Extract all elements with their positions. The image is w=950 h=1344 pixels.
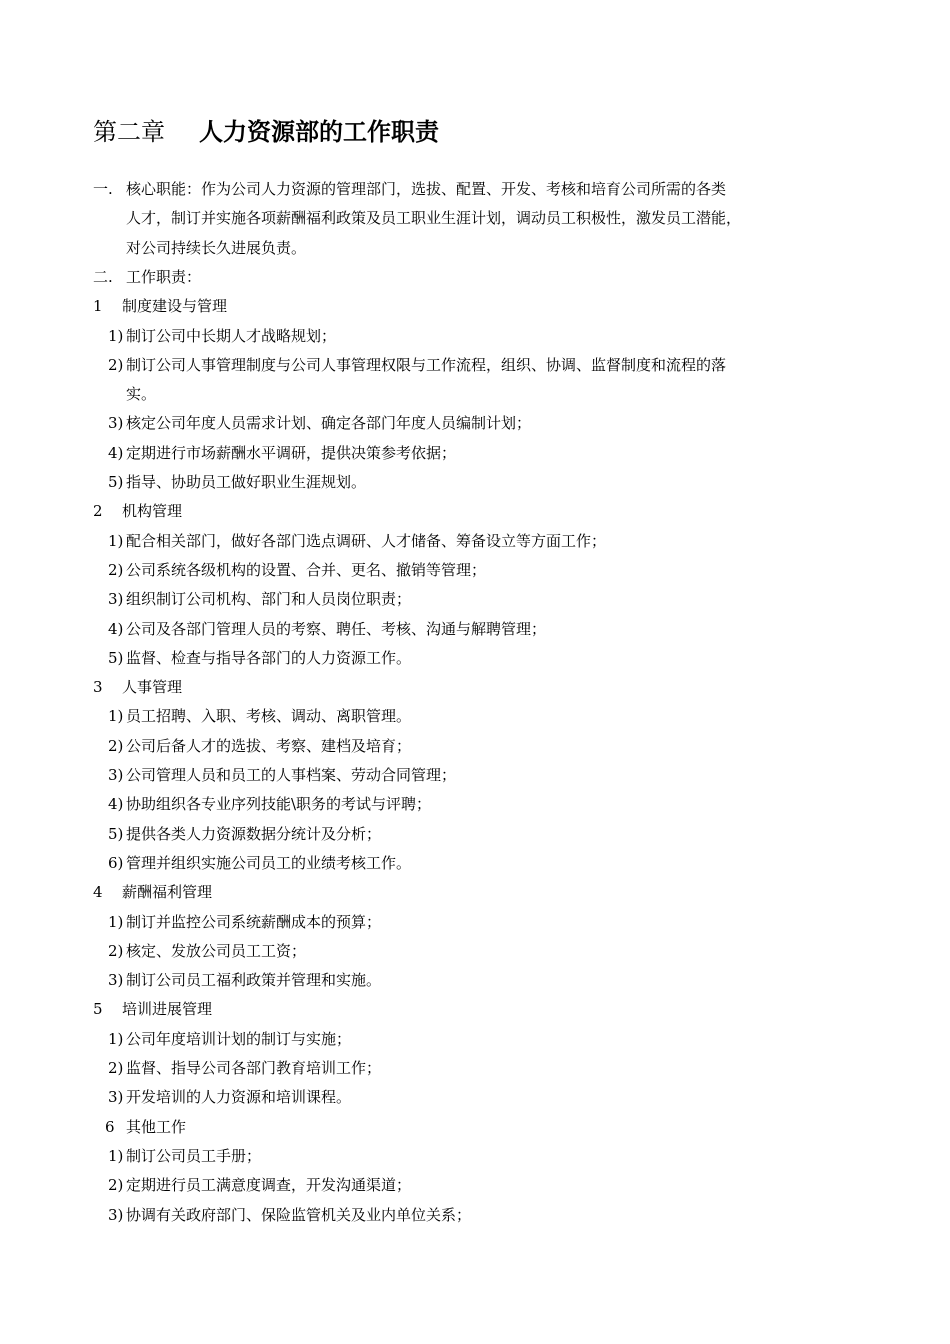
item-text: 协调有关政府部门、保险监管机关及业内单位关系； xyxy=(126,1205,472,1224)
list-item xyxy=(108,1028,351,1050)
list-item xyxy=(108,618,546,640)
section-title: 人事管理 xyxy=(122,678,183,697)
item-text: 实。 xyxy=(126,385,157,404)
item-text: 定期进行市场薪酬水平调研，提供决策参考依据； xyxy=(126,443,457,462)
item-number: 2) xyxy=(108,1176,124,1195)
list-marker: 二. xyxy=(93,267,113,286)
list-item xyxy=(108,559,486,581)
section-title: 其他工作 xyxy=(126,1117,187,1136)
item-text: 核定公司年度人员需求计划、确定各部门年度人员编制计划； xyxy=(126,414,532,433)
item-number: 5) xyxy=(108,648,124,667)
list-item xyxy=(108,823,381,845)
item-text: 配合相关部门，做好各部门选点调研、人才储备、筹备设立等方面工作； xyxy=(126,531,607,550)
section-title: 薪酬福利管理 xyxy=(122,883,213,902)
item-text: 制订公司中长期人才战略规划； xyxy=(126,326,337,345)
section-number: 3 xyxy=(93,678,103,697)
list-item xyxy=(108,588,411,610)
list-item xyxy=(108,325,336,347)
item-number: 3) xyxy=(108,590,124,609)
section-heading xyxy=(93,676,182,698)
item-text: 组织制订公司机构、部门和人员岗位职责； xyxy=(126,590,412,609)
item-number: 1) xyxy=(108,1029,124,1048)
section-title: 制度建设与管理 xyxy=(122,297,228,316)
list-item xyxy=(108,442,456,464)
list-item xyxy=(108,735,411,757)
list-item xyxy=(108,530,606,552)
section-number: 5 xyxy=(93,1000,103,1019)
item-number: 3) xyxy=(108,1205,124,1224)
item-text: 制订公司员工福利政策并管理和实施。 xyxy=(126,971,382,990)
item-text: 管理并组织实施公司员工的业绩考核工作。 xyxy=(126,853,412,872)
core-function-line xyxy=(93,178,726,200)
section-heading xyxy=(93,295,227,317)
list-item xyxy=(108,471,366,493)
section-number: 2 xyxy=(93,502,103,521)
list-item xyxy=(108,764,456,786)
chapter-title: 人力资源部的工作职责 xyxy=(199,117,439,146)
section-label: 工作职责： xyxy=(126,267,202,286)
section-number: 1 xyxy=(93,297,103,316)
list-item xyxy=(108,852,411,874)
section-number: 4 xyxy=(93,883,103,902)
core-function-line xyxy=(126,207,741,229)
list-item xyxy=(108,1057,381,1079)
item-text: 提供各类人力资源数据分统计及分析； xyxy=(126,824,382,843)
list-item xyxy=(108,412,531,434)
item-number: 4) xyxy=(108,443,124,462)
section-title: 培训进展管理 xyxy=(122,1000,213,1019)
item-number: 5) xyxy=(108,824,124,843)
chapter-heading xyxy=(93,112,439,152)
section-title: 机构管理 xyxy=(122,502,183,521)
item-text: 公司及各部门管理人员的考察、聘任、考核、沟通与解聘管理； xyxy=(126,619,547,638)
item-text: 员工招聘、入职、考核、调动、离职管理。 xyxy=(126,707,412,726)
item-text: 指导、协助员工做好职业生涯规划。 xyxy=(126,473,367,491)
item-text: 定期进行员工满意度调查，开发沟通渠道； xyxy=(126,1176,412,1195)
list-marker: 一. xyxy=(93,180,113,198)
section-heading xyxy=(93,500,182,522)
list-item xyxy=(108,940,306,962)
item-number: 4) xyxy=(108,795,124,814)
item-number: 1) xyxy=(108,912,124,931)
section-heading xyxy=(105,1116,186,1138)
item-number: 1) xyxy=(108,326,124,345)
item-number: 1) xyxy=(108,1146,124,1165)
item-number: 1) xyxy=(108,531,124,550)
item-text: 制订公司员工手册； xyxy=(126,1146,262,1165)
item-text: 监督、检查与指导各部门的人力资源工作。 xyxy=(126,648,412,667)
section-heading xyxy=(93,881,212,903)
paragraph-text: 核心职能：作为公司人力资源的管理部门，选拔、配置、开发、考核和培育公司所需的各类 xyxy=(126,180,727,198)
item-number: 4) xyxy=(108,619,124,638)
list-item xyxy=(108,969,381,991)
section-heading xyxy=(93,998,212,1020)
item-number: 2) xyxy=(108,560,124,579)
list-item xyxy=(108,1204,471,1226)
item-number: 2) xyxy=(108,941,124,960)
list-item xyxy=(108,1174,411,1196)
item-text: 公司年度培训计划的制订与实施； xyxy=(126,1029,352,1048)
list-item xyxy=(108,354,726,376)
item-text: 公司系统各级机构的设置、合并、更名、撤销等管理； xyxy=(126,560,487,579)
section-number: 6 xyxy=(105,1117,115,1136)
list-item xyxy=(108,705,411,727)
item-text: 公司后备人才的选拔、考察、建档及培育； xyxy=(126,736,412,755)
item-number: 3) xyxy=(108,414,124,433)
item-number: 6) xyxy=(108,853,124,872)
item-number: 2) xyxy=(108,355,124,374)
item-text: 监督、指导公司各部门教育培训工作； xyxy=(126,1059,382,1077)
item-number: 2) xyxy=(108,736,124,755)
item-text: 制订公司人事管理制度与公司人事管理权限与工作流程，组织、协调、监督制度和流程的落 xyxy=(126,355,727,374)
paragraph-text: 人才，制订并实施各项薪酬福利政策及员工职业生涯计划，调动员工积极性，激发员工潜能， xyxy=(126,209,742,228)
item-text: 公司管理人员和员工的人事档案、劳动合同管理； xyxy=(126,766,457,784)
item-text: 制订并监控公司系统薪酬成本的预算； xyxy=(126,912,382,931)
item-number: 3) xyxy=(108,1088,124,1107)
item-text: 开发培训的人力资源和培训课程。 xyxy=(126,1088,352,1107)
item-number: 3) xyxy=(108,971,124,990)
item-number: 2) xyxy=(108,1059,124,1077)
duties-heading xyxy=(93,266,201,288)
item-number: 5) xyxy=(108,473,124,491)
paragraph-text: 对公司持续长久进展负责。 xyxy=(126,238,307,257)
item-text: 协助组织各专业序列技能\职务的考试与评聘； xyxy=(126,795,432,814)
chapter-number: 第二章 xyxy=(93,118,165,146)
list-item xyxy=(108,1086,351,1108)
list-item xyxy=(108,793,431,815)
core-function-line xyxy=(126,237,306,259)
item-text: 核定、发放公司员工工资； xyxy=(126,941,307,960)
list-item xyxy=(108,647,411,669)
item-number: 3) xyxy=(108,766,124,784)
list-item-continuation xyxy=(126,383,156,405)
list-item xyxy=(108,911,381,933)
list-item xyxy=(108,1145,261,1167)
item-number: 1) xyxy=(108,707,124,726)
